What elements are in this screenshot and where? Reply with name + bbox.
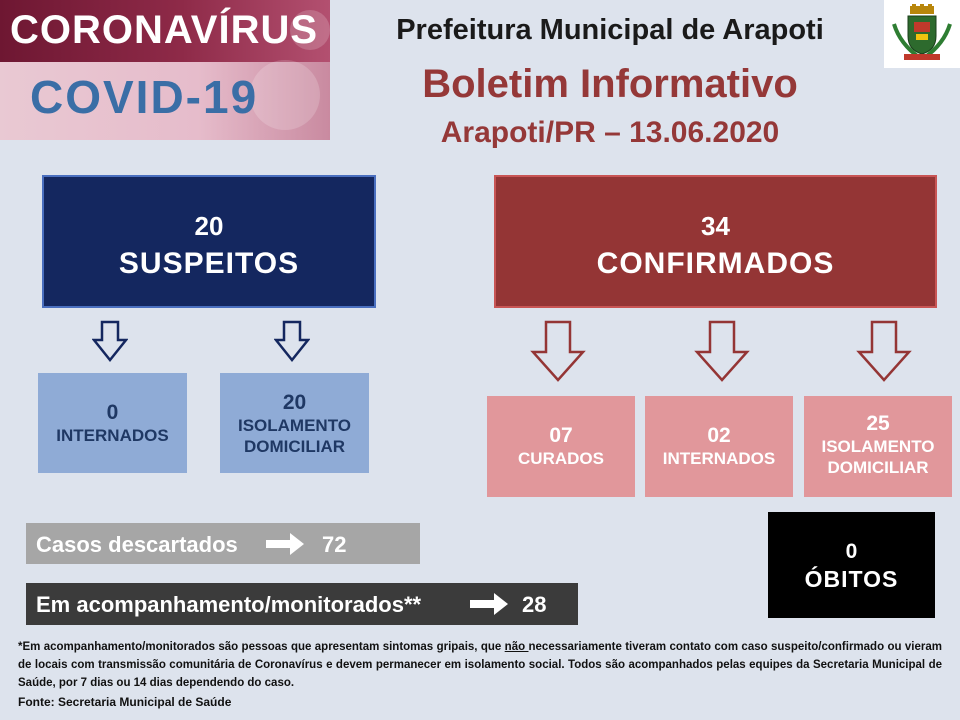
obitos-box	[768, 512, 935, 618]
obitos-label: ÓBITOS	[804, 566, 899, 592]
confirmados-curados-label: CURADOS	[518, 449, 604, 468]
footnote	[18, 638, 942, 692]
confirmados-isolamento-box	[804, 396, 952, 497]
suspeitos-isolamento-count: 20	[282, 391, 307, 414]
confirmados-curados-count: 07	[549, 424, 573, 447]
right-arrow-icon	[470, 593, 508, 615]
footnote-part2: necessariamente tiveram contato com caso suspeito/confirmado ou vieram de locais com transmissão comunitária de Coronavírus e devem permanecer em isolamento social. Todos são acompanhados pelas equipes da Secretaria Municipal de Saúde, por 7 dias ou 14 dias dependendo do caso.	[18, 641, 942, 689]
monitorados-value: 28	[522, 592, 547, 617]
confirmados-curados-box	[487, 396, 635, 497]
down-arrow-icon	[694, 320, 750, 382]
confirmados-internados-box	[645, 396, 793, 497]
confirmados-domiciliar-label: DOMICILIAR	[827, 458, 929, 477]
header-organization: Prefeitura Municipal de Arapoti	[396, 14, 824, 46]
confirmados-internados-count: 02	[707, 424, 731, 447]
confirmados-count: 34	[701, 211, 730, 241]
down-arrow-icon	[274, 320, 310, 362]
coronavirus-banner	[0, 0, 330, 140]
descartados-value: 72	[322, 532, 347, 557]
obitos-count: 0	[845, 540, 858, 563]
banner-covid-text: COVID-19	[30, 71, 259, 123]
coat-of-arms-icon	[890, 4, 954, 64]
suspeitos-count: 20	[194, 211, 224, 241]
down-arrow-icon	[856, 320, 912, 382]
monitorados-label: Em acompanhamento/monitorados**	[36, 592, 422, 617]
suspeitos-internados-label: INTERNADOS	[56, 426, 169, 445]
footnote-part1: *Em acompanhamento/monitorados são pessoas que apresentam sintomas gripais, que	[18, 641, 505, 653]
footnote-underlined: não	[504, 641, 529, 653]
right-arrow-icon	[266, 533, 304, 555]
confirmados-isolamento-label: ISOLAMENTO	[821, 437, 935, 456]
suspeitos-label: SUSPEITOS	[118, 247, 300, 280]
confirmados-label: CONFIRMADOS	[596, 247, 835, 280]
suspeitos-isolamento-box	[220, 373, 369, 473]
descartados-bar	[26, 523, 420, 564]
descartados-label: Casos descartados	[36, 532, 238, 557]
confirmados-isolamento-count: 25	[866, 412, 890, 435]
page-title: Boletim Informativo	[422, 62, 798, 106]
confirmados-box	[494, 175, 937, 308]
source-note: Fonte: Secretaria Municipal de Saúde	[18, 695, 232, 709]
down-arrow-icon	[530, 320, 586, 382]
monitorados-bar	[26, 583, 578, 625]
suspeitos-internados-box	[38, 373, 187, 473]
coat-of-arms	[884, 0, 960, 68]
page-subtitle: Arapoti/PR – 13.06.2020	[440, 116, 780, 149]
confirmados-internados-label: INTERNADOS	[662, 449, 776, 468]
suspeitos-domiciliar-label: DOMICILIAR	[243, 437, 346, 456]
suspeitos-box	[42, 175, 376, 308]
suspeitos-internados-count: 0	[106, 401, 119, 424]
suspeitos-isolamento-label: ISOLAMENTO	[237, 416, 352, 435]
banner-coronavirus-text: CORONAVÍRUS	[10, 8, 319, 52]
down-arrow-icon	[92, 320, 128, 362]
